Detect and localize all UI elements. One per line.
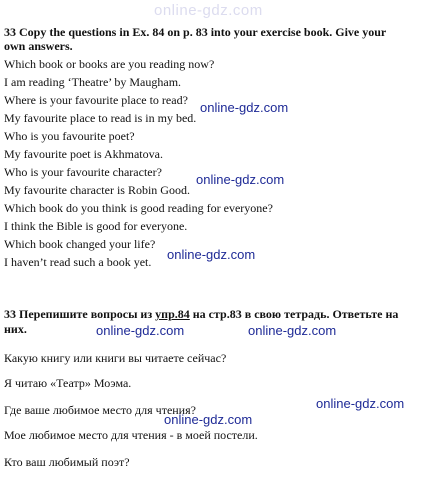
english-line: Which book changed your life?	[4, 237, 156, 251]
english-line: I haven’t read such a book yet.	[4, 255, 152, 269]
russian-line: Кто ваш любимый поэт?	[4, 455, 130, 469]
english-line: Which book do you think is good reading for everyone?	[4, 201, 273, 215]
russian-heading-prefix: 33 Перепишите вопросы из	[4, 307, 156, 321]
english-line: My favourite place to read is in my bed.	[4, 111, 197, 125]
english-line: I am reading ‘Theatre’ by Maugham.	[4, 75, 182, 89]
watermark: online-gdz.com	[164, 412, 253, 427]
russian-line: Я читаю «Театр» Моэма.	[4, 376, 132, 390]
watermark: online-gdz.com	[316, 396, 405, 411]
english-line: Where is your favourite place to read?	[4, 93, 188, 107]
watermark: online-gdz.com	[167, 247, 256, 262]
russian-heading-line1	[4, 307, 398, 321]
watermark: online-gdz.com	[248, 323, 337, 338]
english-line: Who is your favourite character?	[4, 165, 162, 179]
exercise-link[interactable]: упр.84	[155, 307, 190, 321]
russian-line: Какую книгу или книги вы читаете сейчас?	[4, 351, 227, 365]
english-line: My favourite poet is Akhmatova.	[4, 147, 163, 161]
russian-line: Где ваше любимое место для чтения?	[4, 403, 196, 417]
russian-heading-suffix: на стр.83 в свою тетрадь. Ответьте на	[189, 307, 399, 321]
russian-heading-line2: них.	[4, 322, 27, 336]
english-line: Which book or books are you reading now?	[4, 57, 215, 71]
watermark: online-gdz.com	[96, 323, 185, 338]
english-line: Who is you favourite poet?	[4, 129, 135, 143]
english-heading-line2: own answers.	[4, 39, 73, 53]
watermark-top: online-gdz.com	[154, 2, 263, 19]
watermark: online-gdz.com	[200, 100, 289, 115]
watermark: online-gdz.com	[196, 172, 285, 187]
english-line: I think the Bible is good for everyone.	[4, 219, 188, 233]
russian-line: Мое любимое место для чтения - в моей постели.	[4, 428, 258, 442]
english-line: My favourite character is Robin Good.	[4, 183, 190, 197]
english-heading-line1: 33 Copy the questions in Ex. 84 on p. 83 into your exercise book. Give your	[4, 25, 387, 39]
